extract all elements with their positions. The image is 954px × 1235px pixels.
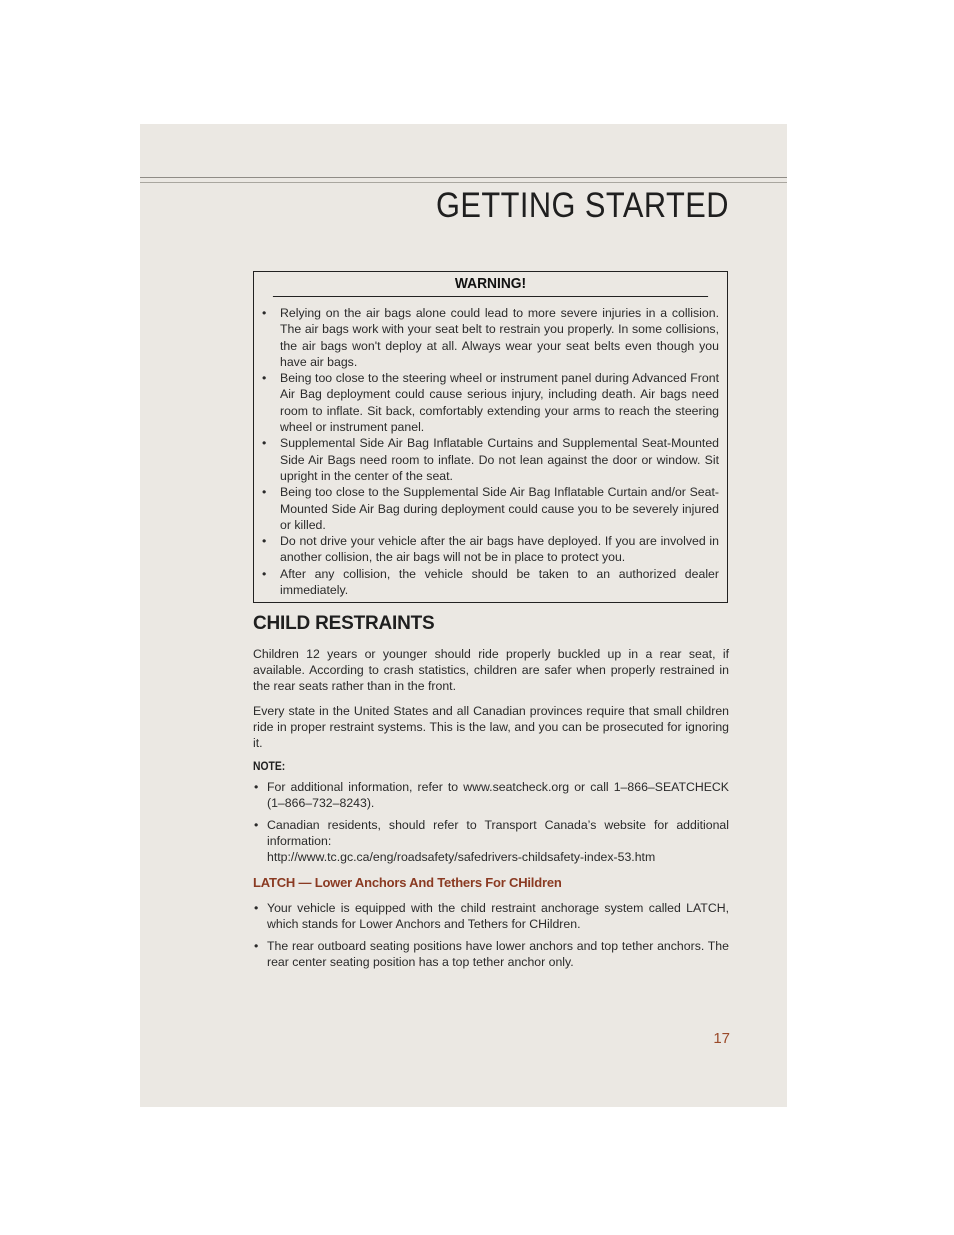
warning-list <box>254 297 727 598</box>
header-rule-secondary <box>140 182 787 183</box>
warning-item: • Being too close to the Supplemental Side Air Bag Inflatable Curtain and/or Seat-Mounted Side Air Bag during deployment could cause you to be severely injured or killed. <box>262 484 719 533</box>
main-content <box>253 612 729 975</box>
latch-item: • The rear outboard seating positions have lower anchors and top tether anchors. The rear center seating position has a top tether anchor only. <box>253 938 729 970</box>
warning-item: • Supplemental Side Air Bag Inflatable Curtains and Supplemental Seat-Mounted Side Air Bags need room to inflate. Do not lean against the door or window. Sit upright in the center of the seat. <box>262 435 719 484</box>
latch-item: • Your vehicle is equipped with the child restraint anchorage system called LATCH, which stands for Lower Anchors and Tethers for CHildren. <box>253 900 729 932</box>
manual-page <box>140 124 787 1107</box>
note-item: • For additional information, refer to www.seatcheck.org or call 1–866–SEATCHECK (1–866–732–8243). <box>253 779 729 811</box>
page-number: 17 <box>713 1030 730 1047</box>
note-item-text: Canadian residents, should refer to Transport Canada’s website for additional information: <box>267 817 729 848</box>
note-label: NOTE: <box>253 761 286 774</box>
subheading-latch: LATCH — Lower Anchors And Tethers For CHildren <box>253 875 562 891</box>
warning-item: • Relying on the air bags alone could lead to more severe injuries in a collision. The air bags work with your seat belt to restrain you properly. In some collisions, the air bags won't deploy at all. Always wear your seat belts even though you have air bags. <box>262 305 719 370</box>
chapter-title: GETTING STARTED <box>436 186 729 225</box>
header-rule <box>140 177 787 178</box>
transport-canada-url: http://www.tc.gc.ca/eng/roadsafety/safedrivers-childsafety-index-53.htm <box>267 850 656 865</box>
warning-item: • Being too close to the steering wheel or instrument panel during Advanced Front Air Bag deployment could cause serious injury, including death. Air bags need room to inflate. Sit back, comfortably extending your arms to reach the steering wheel or instrument panel. <box>262 370 719 435</box>
note-list <box>253 779 729 865</box>
latch-list <box>253 900 729 970</box>
paragraph: Children 12 years or younger should ride properly buckled up in a rear seat, if available. According to crash statistics, children are safer when properly restrained in the rear seats rather than in the front. <box>253 647 729 694</box>
warning-item: • After any collision, the vehicle should be taken to an authorized dealer immediately. <box>262 566 719 599</box>
warning-item: • Do not drive your vehicle after the air bags have deployed. If you are involved in another collision, the air bags will not be in place to protect you. <box>262 533 719 566</box>
note-item <box>253 817 729 866</box>
warning-box <box>253 271 728 603</box>
section-heading-child-restraints: CHILD RESTRAINTS <box>253 613 435 634</box>
warning-title: WARNING! <box>273 272 708 297</box>
paragraph: Every state in the United States and all Canadian provinces require that small children ride in proper restraint systems. This is the law, and you can be prosecuted for ignoring it. <box>253 703 729 751</box>
